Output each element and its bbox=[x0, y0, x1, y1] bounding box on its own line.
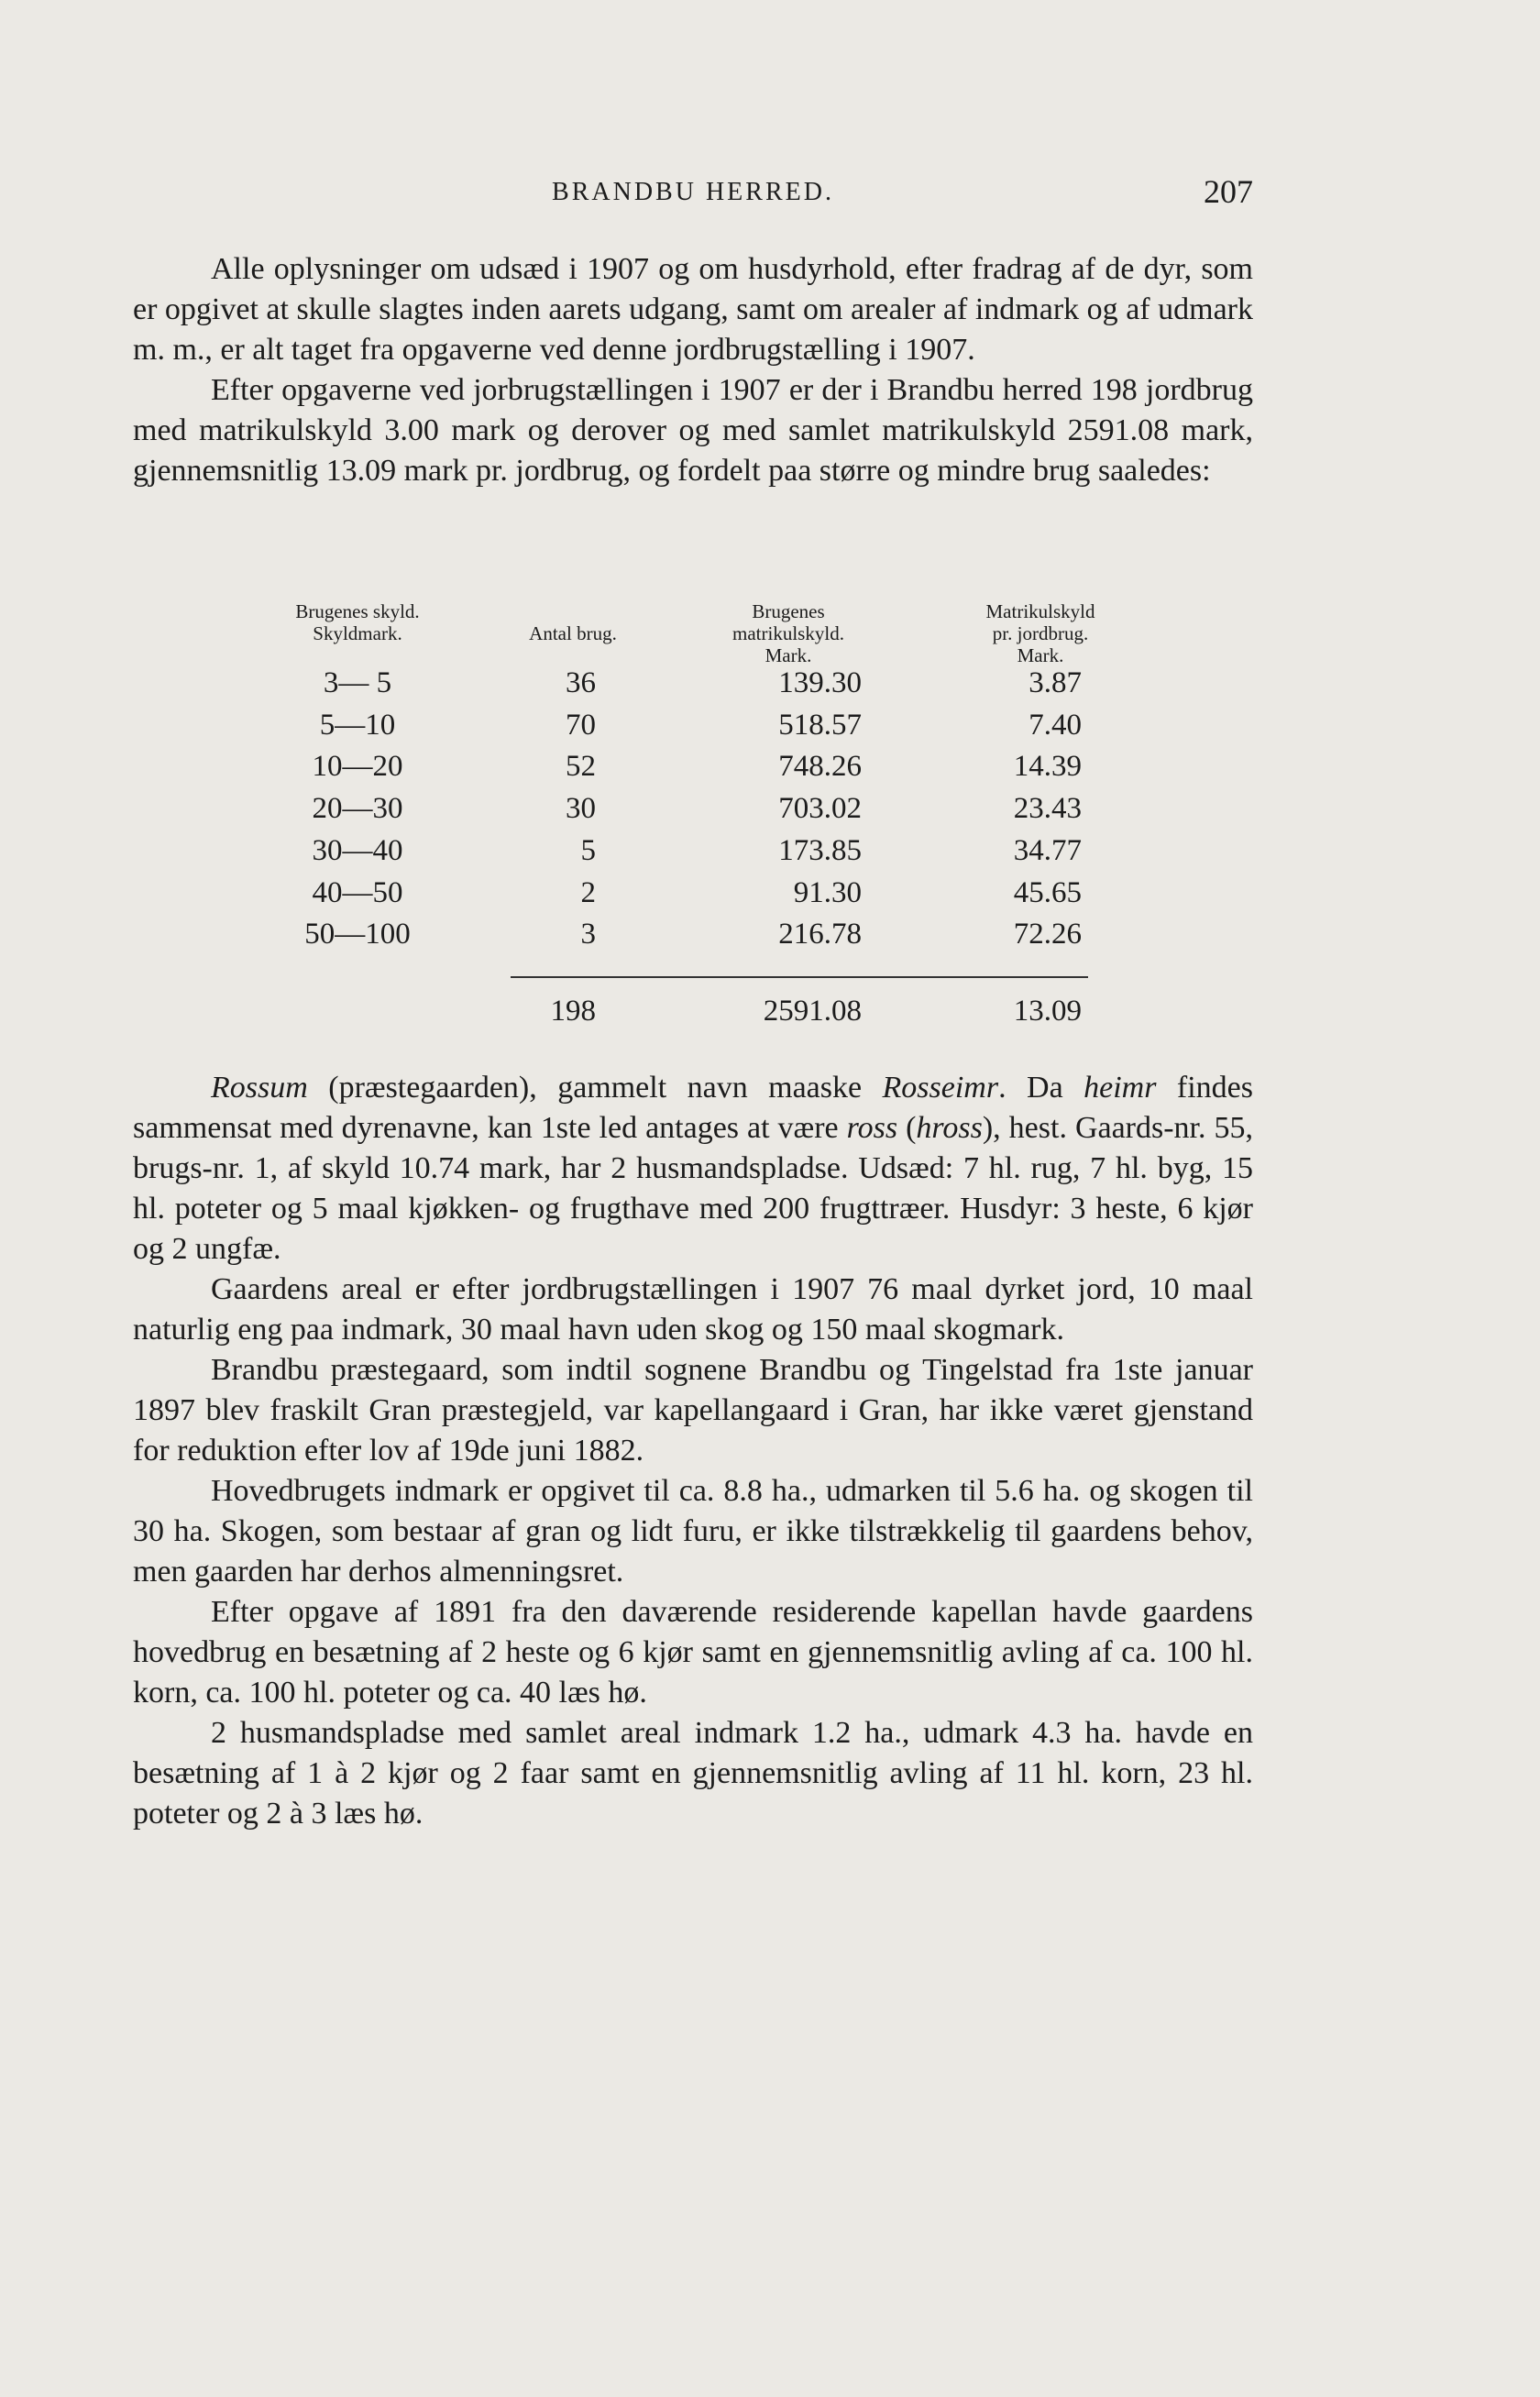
total-average: 13.09 bbox=[1013, 995, 1082, 1028]
column-header-antal bbox=[490, 622, 655, 644]
cell-count: 30 bbox=[566, 792, 596, 825]
cell-count: 2 bbox=[580, 876, 596, 909]
page-number: 207 bbox=[1204, 173, 1253, 210]
cell-total: 518.57 bbox=[778, 709, 862, 742]
cell-avg: 14.39 bbox=[1013, 750, 1082, 783]
sum-rule bbox=[511, 976, 1088, 978]
header-line: Skyldmark. bbox=[313, 622, 402, 644]
paragraph: Hovedbrugets indmark er opgivet til ca. 8.8 ha., udmarken til 5.6 ha. og skogen til 30 ha. Skogen, som bestaar af gran og lidt furu, er ikke tilstrækkelig til gaardens behov, men gaarden har derhos almenningsret. bbox=[133, 1474, 1253, 1589]
column-header-matrikulskyld bbox=[688, 600, 889, 666]
cell-range: 50—100 bbox=[304, 918, 411, 951]
paragraph: Efter opgaverne ved jorbrugstællingen i 1907 er der i Brandbu herred 198 jordbrug med matrikulskyld 3.00 mark og derover og med samlet matrikulskyld 2591.08 mark, gjennemsnitlig 13.09 mark pr. jordbrug, og fordelt paa større og mindre brug saaledes: bbox=[133, 373, 1253, 488]
header-line: Antal brug. bbox=[529, 622, 617, 644]
old-name: Rosseimr bbox=[882, 1071, 999, 1105]
cell-total: 703.02 bbox=[778, 792, 862, 825]
word-hross: hross bbox=[916, 1111, 983, 1145]
cell-total: 173.85 bbox=[778, 834, 862, 867]
header-line: Brugenes skyld. bbox=[295, 600, 420, 622]
body-text bbox=[133, 1068, 1253, 1834]
column-header-skyld bbox=[257, 600, 458, 644]
cell-range: 10—20 bbox=[312, 750, 403, 783]
page-header bbox=[133, 172, 1253, 218]
cell-avg: 72.26 bbox=[1013, 918, 1082, 951]
cell-range: 3— 5 bbox=[323, 666, 392, 699]
header-line: Mark. bbox=[1017, 644, 1064, 666]
place-name: Rossum bbox=[211, 1071, 308, 1105]
paragraph: Brandbu præstegaard, som indtil sognene Brandbu og Tingelstad fra 1ste januar 1897 blev fraskilt Gran præstegjeld, var kapellangaard i Gran, har ikke været gjenstand for reduktion efter lov af 19de juni 1882. bbox=[133, 1353, 1253, 1468]
paragraph: Gaardens areal er efter jordbrugstællingen i 1907 76 maal dyrket jord, 10 maal naturlig eng paa indmark, 30 maal havn uden skog og 150 maal skogmark. bbox=[133, 1272, 1253, 1347]
text: findes sammensat med dyrenavne, kan 1ste led antages at være bbox=[133, 1071, 1253, 1145]
total-count: 198 bbox=[550, 995, 596, 1028]
text: ( bbox=[897, 1111, 917, 1145]
paragraph: Alle oplysninger om udsæd i 1907 og om husdyrhold, efter fradrag af de dyr, som er opgivet at skulle slagtes inden aarets udgang, samt om arealer af indmark og af udmark m. m., er alt taget fra opgaverne ved denne jordbrugstælling i 1907. bbox=[133, 252, 1253, 367]
header-line: pr. jordbrug. bbox=[992, 622, 1089, 644]
header-line: Brugenes bbox=[752, 600, 825, 622]
cell-total: 216.78 bbox=[778, 918, 862, 951]
cell-range: 5—10 bbox=[319, 709, 396, 742]
cell-range: 20—30 bbox=[312, 792, 403, 825]
header-line: Mark. bbox=[764, 644, 812, 666]
cell-total: 91.30 bbox=[793, 876, 862, 909]
cell-count: 3 bbox=[580, 918, 596, 951]
paragraph-rossum bbox=[133, 1068, 1253, 1270]
word-ross: ross bbox=[846, 1111, 898, 1145]
cell-range: 40—50 bbox=[312, 876, 403, 909]
text: (præstegaarden), gammelt navn maaske bbox=[307, 1071, 883, 1105]
intro-text bbox=[133, 249, 1253, 491]
cell-count: 5 bbox=[580, 834, 596, 867]
cell-range: 30—40 bbox=[312, 834, 403, 867]
cell-total: 139.30 bbox=[778, 666, 862, 699]
cell-avg: 45.65 bbox=[1013, 876, 1082, 909]
paragraph: Efter opgave af 1891 fra den daværende residerende kapellan havde gaardens hovedbrug en besætning af 2 heste og 6 kjør samt en gjennemsnitlig avling af ca. 100 hl. korn, ca. 100 hl. poteter og ca. 40 læs hø. bbox=[133, 1595, 1253, 1710]
header-line: matrikulskyld. bbox=[732, 622, 844, 644]
cell-total: 748.26 bbox=[778, 750, 862, 783]
page-title: BRANDBU HERRED. bbox=[552, 178, 834, 206]
cell-avg: 7.40 bbox=[1028, 709, 1082, 742]
word-heimr: heimr bbox=[1084, 1071, 1157, 1105]
text: ), hest. Gaards-nr. 55, brugs-nr. 1, af skyld 10.74 mark, har 2 husmandspladse. Udsæd: 7 hl. rug, 7 hl. byg, 15 hl. poteter og 5 maal kjøkken- og frugthave med 200 frugttræer. Husdyr: 3 heste, 6 kjør og 2 ungfæ. bbox=[133, 1111, 1253, 1266]
column-header-per-jordbrug bbox=[940, 600, 1141, 666]
header-line: Matrikulskyld bbox=[985, 600, 1095, 622]
paragraph: 2 husmandspladse med samlet areal indmark 1.2 ha., udmark 4.3 ha. havde en besætning af 1 à 2 kjør og 2 faar samt en gjennemsnitlig avling af 11 hl. korn, 23 hl. poteter og 2 à 3 læs hø. bbox=[133, 1716, 1253, 1831]
cell-count: 52 bbox=[566, 750, 596, 783]
cell-avg: 3.87 bbox=[1028, 666, 1082, 699]
cell-count: 70 bbox=[566, 709, 596, 742]
text: . Da bbox=[998, 1071, 1084, 1105]
cell-avg: 23.43 bbox=[1013, 792, 1082, 825]
cell-avg: 34.77 bbox=[1013, 834, 1082, 867]
holdings-table bbox=[266, 599, 1182, 1057]
cell-count: 36 bbox=[566, 666, 596, 699]
total-skyld: 2591.08 bbox=[763, 995, 862, 1028]
